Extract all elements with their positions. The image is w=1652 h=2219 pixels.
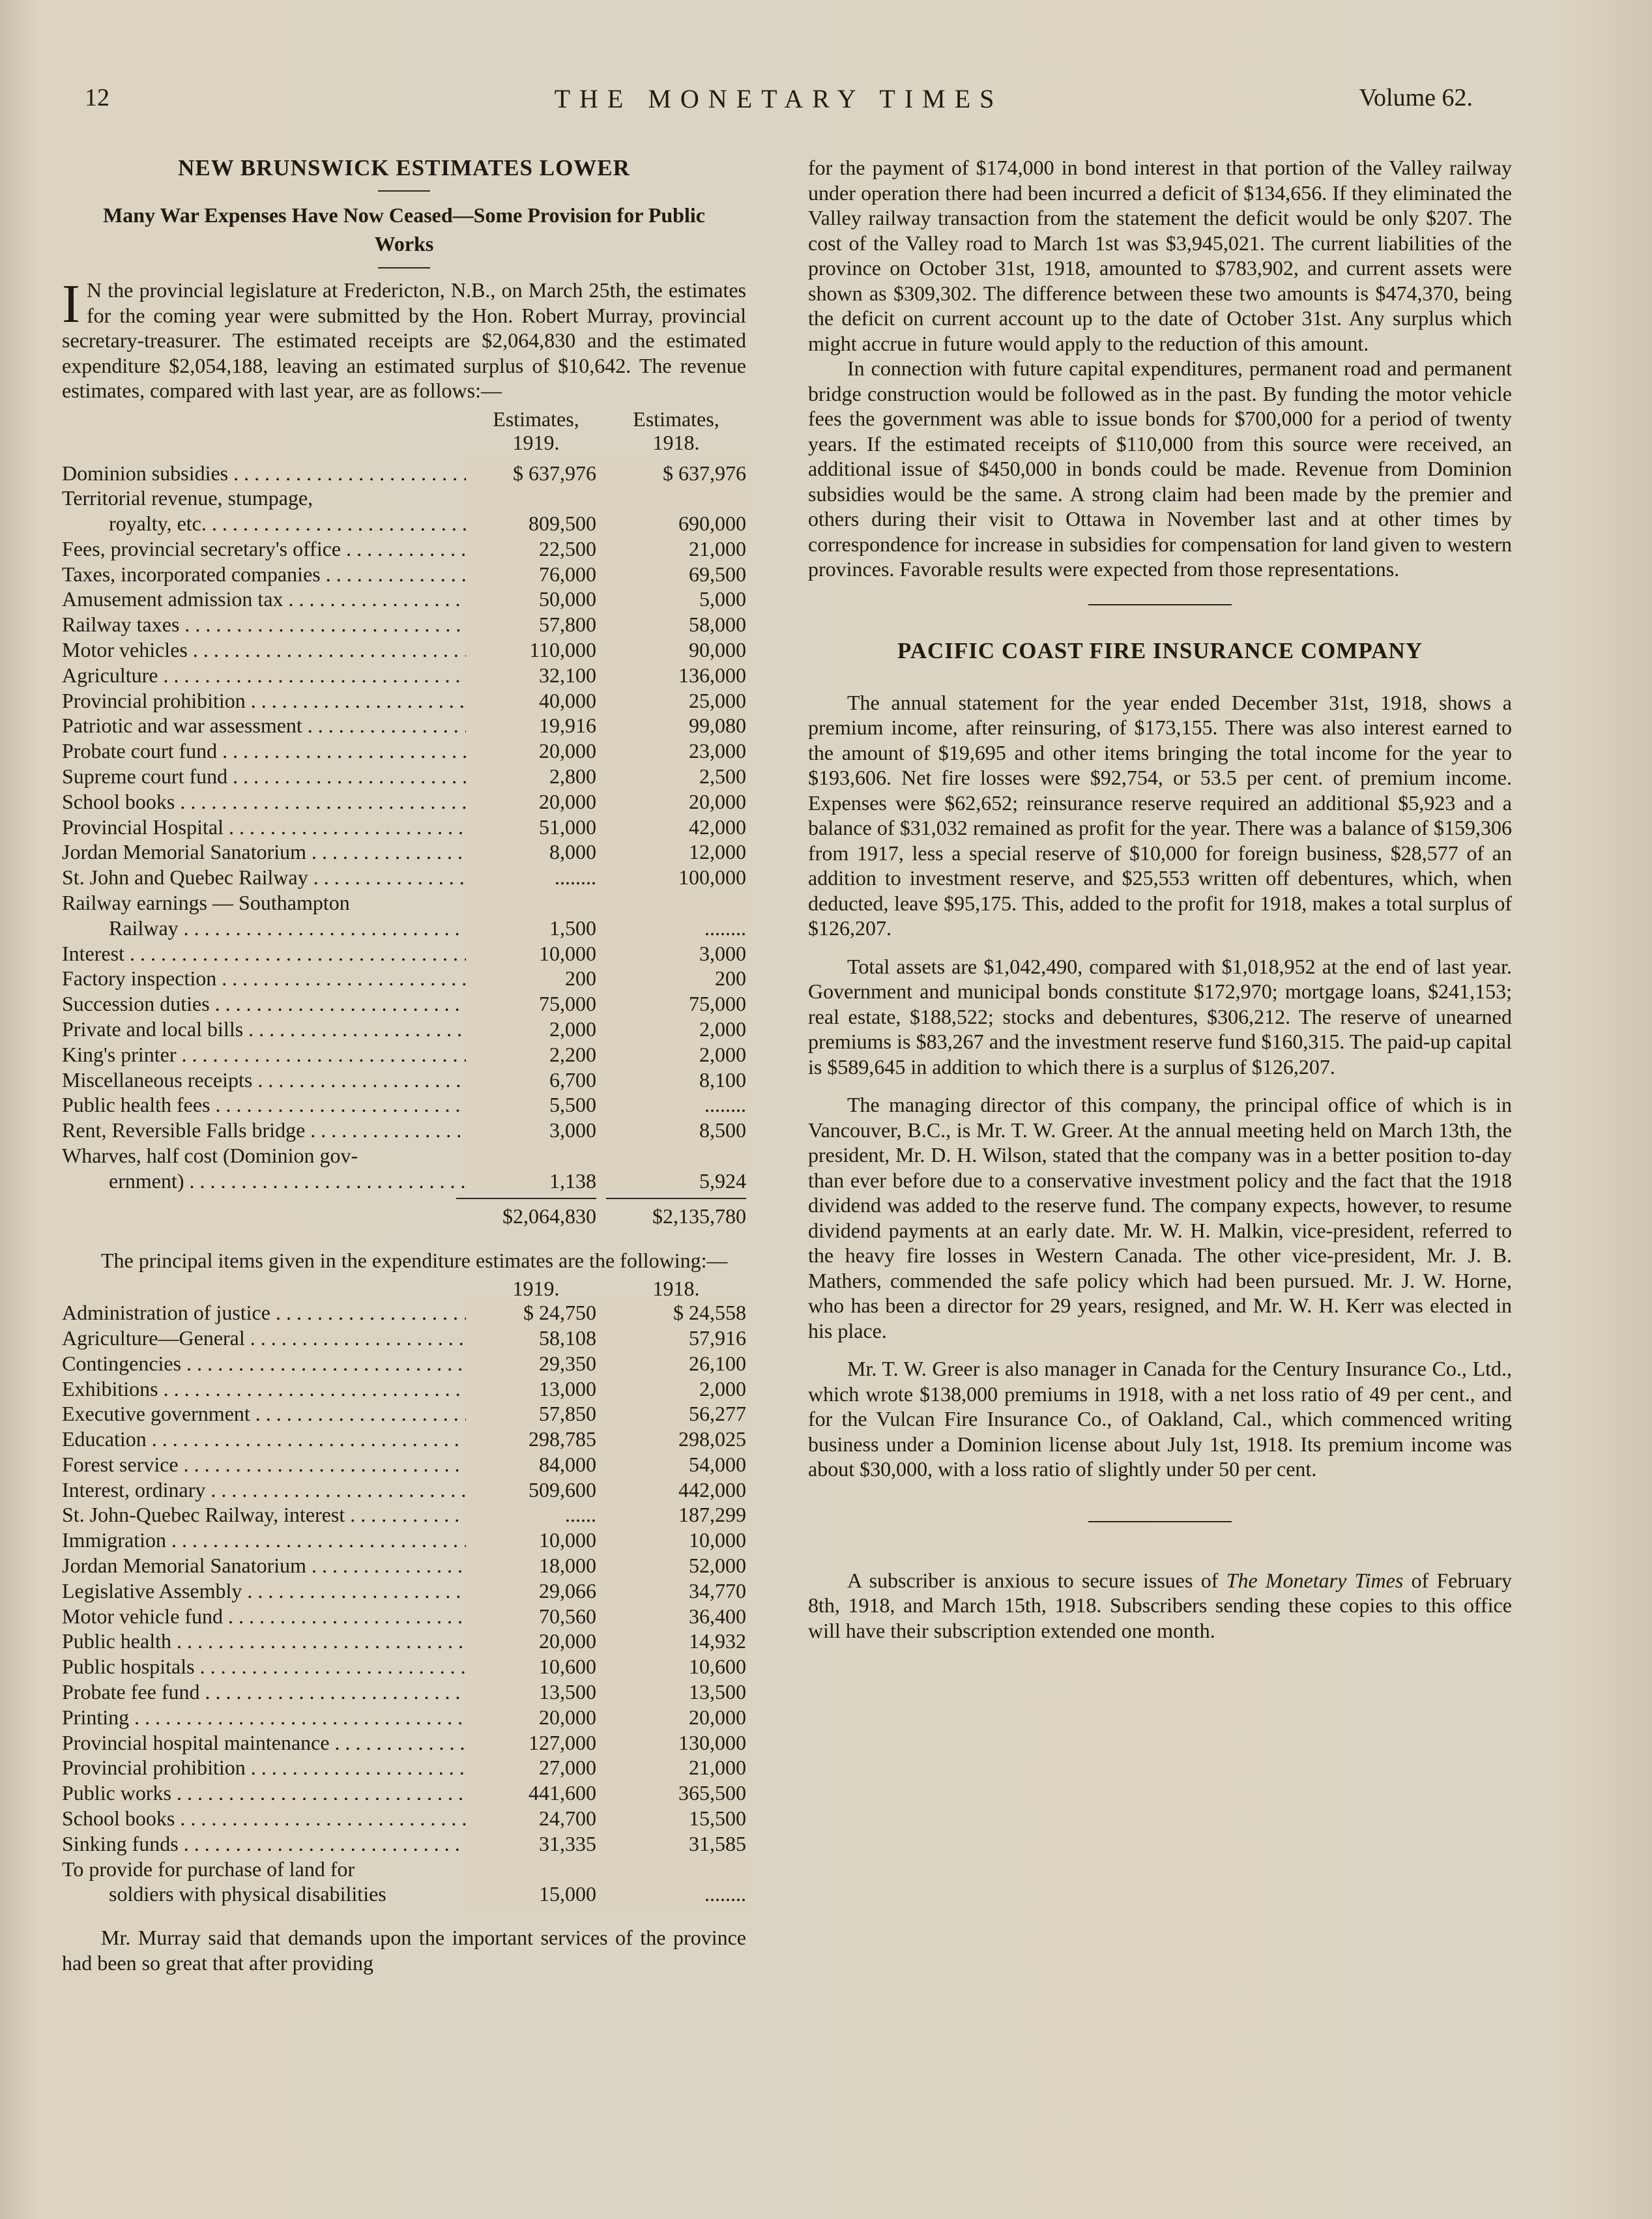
row-label: Fees, provincial secretary's office . . . — [62, 536, 466, 562]
value-1918: 2,000 — [596, 1042, 746, 1067]
table-row — [62, 738, 746, 764]
value-1918: ........ — [596, 916, 746, 941]
row-label: soldiers with physical disabilities — [109, 1882, 386, 1906]
insurance-paragraph-4: Mr. T. W. Greer is also manager in Canada for the Century Insurance Co., Ltd., which wrote $138,000 premiums in 1918, with a net loss ratio of 49 per cent., and for the Vulcan Fire Insurance Co., of Oakland, Cal., which commenced writing business under a Dominion license about July 1st, 1918. Its premium income was about $30,000, with a loss ratio of slightly under 50 per cent. — [808, 1357, 1512, 1481]
article-title: NEW BRUNSWICK ESTIMATES LOWER — [178, 155, 630, 181]
value-1918 — [596, 1143, 746, 1168]
value-1919: 2,000 — [466, 1017, 596, 1042]
value-1918: 99,080 — [596, 713, 746, 738]
value-1918: 23,000 — [596, 738, 746, 764]
value-1918: 57,916 — [596, 1326, 746, 1351]
value-1919: 5,500 — [466, 1092, 596, 1118]
value-1919: 8,000 — [466, 839, 596, 865]
value-1918: 2,500 — [596, 764, 746, 789]
value-1918: ........ — [596, 1881, 746, 1907]
value-1918: 31,585 — [596, 1831, 746, 1857]
value-1918: 200 — [596, 966, 746, 991]
subscriber-notice: A subscriber is anxious to secure issues of The Monetary Times of February 8th, 1918, and March 15th, 1918. Subscribers sending these copies to this office will have their subscription extended one month. — [808, 1568, 1513, 1642]
table-row — [62, 536, 746, 562]
value-1919: 29,066 — [466, 1578, 596, 1604]
article-subtitle: Many War Expenses Have Now Ceased—Some Provision for Public Works — [103, 203, 705, 255]
value-1918: 90,000 — [596, 637, 746, 663]
table-row — [62, 1351, 746, 1376]
value-1919: 76,000 — [466, 562, 596, 587]
row-label: School books . . . — [62, 789, 466, 815]
value-1918: 10,600 — [596, 1654, 746, 1679]
table-row — [62, 1502, 746, 1528]
row-label: Supreme court fund . . . — [62, 764, 466, 789]
table-row — [62, 1780, 746, 1806]
table-row — [62, 1017, 746, 1042]
table-row — [62, 1401, 746, 1427]
volume-label: Volume 62. — [1359, 84, 1473, 111]
row-label: Public hospitals . . . — [62, 1654, 466, 1679]
table-row — [62, 637, 746, 663]
row-label: Provincial Hospital . . . — [62, 815, 466, 840]
row-label: Contingencies . . . — [62, 1351, 466, 1376]
row-label: Probate fee fund . . . — [62, 1679, 466, 1705]
value-1919: 27,000 — [466, 1755, 596, 1780]
section-divider — [1088, 604, 1232, 605]
value-1918: 442,000 — [596, 1477, 746, 1503]
page-number: 12 — [85, 84, 109, 111]
value-1919: 84,000 — [466, 1452, 596, 1477]
value-1918: 3,000 — [596, 941, 746, 966]
value-1919: 15,000 — [466, 1881, 596, 1907]
value-1918: 25,000 — [596, 688, 746, 714]
value-1918: 187,299 — [596, 1502, 746, 1528]
row-label: Public health . . . — [62, 1629, 466, 1654]
row-label: Public health fees . . . — [62, 1092, 466, 1118]
value-1919: 58,108 — [466, 1326, 596, 1351]
left-column — [62, 155, 746, 1975]
value-1919: 20,000 — [466, 789, 596, 815]
row-label: School books . . . — [62, 1806, 466, 1831]
row-label: Interest . . . — [62, 941, 466, 966]
expenditure-table-header — [62, 1277, 746, 1300]
table-row — [62, 461, 746, 486]
row-label: Legislative Assembly . . . — [62, 1578, 466, 1604]
value-1918: 58,000 — [596, 612, 746, 637]
value-1918: 26,100 — [596, 1351, 746, 1376]
row-label: Wharves, half cost (Dominion gov- — [62, 1144, 358, 1168]
expenditure-intro: The principal items given in the expenditure estimates are the following:— — [101, 1248, 728, 1272]
row-label: Forest service . . . — [62, 1452, 466, 1477]
table-row — [62, 1629, 746, 1654]
exp-head-1918: 1918. — [652, 1277, 700, 1301]
table-row — [62, 839, 746, 865]
value-1918: 298,025 — [596, 1427, 746, 1452]
table-row — [62, 1376, 746, 1402]
row-label: ernment) . . . — [62, 1168, 466, 1194]
row-label: Immigration . . . — [62, 1528, 466, 1553]
value-1918: $ 24,558 — [596, 1300, 746, 1326]
subtitle-rule — [378, 267, 430, 268]
value-1918: 2,000 — [596, 1017, 746, 1042]
table-row — [62, 890, 746, 916]
value-1919: 10,000 — [466, 941, 596, 966]
row-label: Railway earnings — Southampton — [62, 891, 350, 915]
value-1918: 12,000 — [596, 839, 746, 865]
row-label: Motor vehicle fund . . . — [62, 1604, 466, 1629]
table-row — [62, 1042, 746, 1067]
value-1918: 5,000 — [596, 587, 746, 612]
row-label: Agriculture—General . . . — [62, 1326, 466, 1351]
exp-head-1919: 1919. — [512, 1277, 560, 1301]
value-1919: $ 24,750 — [466, 1300, 596, 1326]
row-label: Dominion subsidies . . . — [62, 461, 466, 486]
value-1919: 18,000 — [466, 1553, 596, 1578]
table-row — [62, 1300, 746, 1326]
value-1919: 20,000 — [466, 738, 596, 764]
value-1919: 509,600 — [466, 1477, 596, 1503]
table-row — [62, 1427, 746, 1452]
row-label: Exhibitions . . . — [62, 1376, 466, 1402]
table-row — [62, 916, 746, 941]
table-row — [62, 1881, 746, 1907]
table-row — [62, 1578, 746, 1604]
value-1918: ........ — [596, 1092, 746, 1118]
closing-paragraph: Mr. Murray said that demands upon the important services of the province had been so great that after providing — [62, 1926, 746, 1975]
revenue-table-header — [62, 407, 746, 454]
value-1918: 54,000 — [596, 1452, 746, 1477]
value-1919: 2,800 — [466, 764, 596, 789]
row-label: Jordan Memorial Sanatorium . . . — [62, 1553, 466, 1578]
row-label: Jordan Memorial Sanatorium . . . — [62, 839, 466, 865]
title-rule — [378, 190, 430, 192]
table-row — [62, 865, 746, 890]
value-1919: 24,700 — [466, 1806, 596, 1831]
revenue-table — [62, 461, 746, 1194]
value-1918: 21,000 — [596, 536, 746, 562]
value-1919: 57,800 — [466, 612, 596, 637]
table-row — [62, 713, 746, 738]
value-1919: 22,500 — [466, 536, 596, 562]
row-label: Rent, Reversible Falls bridge . . . — [62, 1118, 466, 1143]
row-label: Executive government . . . — [62, 1401, 466, 1427]
drop-cap: I — [62, 274, 80, 334]
table-row — [62, 1326, 746, 1351]
value-1919: 110,000 — [466, 637, 596, 663]
value-1919: ...... — [466, 1502, 596, 1528]
row-label: Private and local bills . . . — [62, 1017, 466, 1042]
value-1918: 42,000 — [596, 815, 746, 840]
table-row — [62, 1092, 746, 1118]
table-row — [62, 587, 746, 612]
table-row — [62, 511, 746, 536]
table-row — [62, 486, 746, 511]
table-row — [62, 1528, 746, 1553]
journal-title: THE MONETARY TIMES — [554, 84, 1004, 113]
row-label: Interest, ordinary . . . — [62, 1477, 466, 1503]
row-label: Territorial revenue, stumpage, — [62, 486, 313, 510]
table-row — [62, 1168, 746, 1194]
row-label: Taxes, incorporated companies . . . — [62, 562, 466, 587]
value-1918: 34,770 — [596, 1578, 746, 1604]
value-1919: 32,100 — [466, 663, 596, 688]
value-1919: 3,000 — [466, 1118, 596, 1143]
value-1919: 51,000 — [466, 815, 596, 840]
value-1919: 1,138 — [466, 1168, 596, 1194]
value-1919: 31,335 — [466, 1831, 596, 1857]
row-label: King's printer . . . — [62, 1042, 466, 1067]
value-1918: 8,100 — [596, 1067, 746, 1093]
table-row — [62, 941, 746, 966]
value-1918: 14,932 — [596, 1629, 746, 1654]
value-1918: 36,400 — [596, 1604, 746, 1629]
value-1918: 75,000 — [596, 991, 746, 1017]
value-1918: 13,500 — [596, 1679, 746, 1705]
value-1918: 20,000 — [596, 789, 746, 815]
table-row — [62, 1604, 746, 1629]
table-row — [62, 1553, 746, 1578]
row-label: Factory inspection . . . — [62, 966, 466, 991]
value-1919: 441,600 — [466, 1780, 596, 1806]
total-1918: $2,135,780 — [606, 1198, 746, 1228]
row-label: St. John and Quebec Railway . . . — [62, 865, 466, 890]
row-label: Public works . . . — [62, 1780, 466, 1806]
value-1918: 130,000 — [596, 1730, 746, 1756]
value-1918 — [596, 486, 746, 511]
table-row — [62, 764, 746, 789]
table-row — [62, 1705, 746, 1730]
row-label: Patriotic and war assessment . . . — [62, 713, 466, 738]
row-label: Probate court fund . . . — [62, 738, 466, 764]
value-1919: 809,500 — [466, 511, 596, 536]
value-1919: 13,500 — [466, 1679, 596, 1705]
value-1918: 690,000 — [596, 511, 746, 536]
continued-paragraph: for the payment of $174,000 in bond interest in that portion of the Valley railway under operation there had been incurred a deficit of $134,656. If they eliminated the Valley railway transaction from the statement the deficit would be only $207. The cost of the Valley road to March 1st was $3,945,021. The current liabilities of the province on October 31st, 1918, amounted to $783,902, and current assets were shown as $309,302. The difference between these two amounts is $474,370, being the deficit on current account up to the date of October 31st. Any surplus which might accrue in future would apply to the reduction of this amount. — [808, 156, 1512, 355]
value-1919: 40,000 — [466, 688, 596, 714]
value-1918: 20,000 — [596, 1705, 746, 1730]
value-1919: 13,000 — [466, 1376, 596, 1402]
capital-expenditure-paragraph: In connection with future capital expenditures, permanent road and permanent bridge construction would be followed as in the past. By funding the motor vehicle fees the government was able to issue bonds for $700,000 for a period of twenty years. If the estimated receipts of $110,000 from this source were received, an additional issue of $450,000 in bonds could be made. Revenue from Dominion subsidies would be the same. A strong claim had been made by the premier and others during their visit to Ottawa in November last and at other times by correspondence for increase in subsidies for compensation for land given to western provinces. Favorable results were expected from those representations. — [808, 356, 1512, 581]
value-1919 — [466, 890, 596, 916]
table-row — [62, 1755, 746, 1780]
row-label: Motor vehicles . . . — [62, 637, 466, 663]
value-1919: 57,850 — [466, 1401, 596, 1427]
value-1919: ........ — [466, 865, 596, 890]
row-label: Railway . . . — [62, 916, 466, 941]
table-row — [62, 1857, 746, 1882]
article-title-2: PACIFIC COAST FIRE INSURANCE COMPANY — [897, 637, 1423, 663]
total-1919: $2,064,830 — [456, 1198, 596, 1228]
table-row — [62, 966, 746, 991]
value-1918: 56,277 — [596, 1401, 746, 1427]
value-1918: 10,000 — [596, 1528, 746, 1553]
table-row — [62, 1452, 746, 1477]
revenue-totals — [62, 1198, 746, 1228]
value-1918: 21,000 — [596, 1755, 746, 1780]
table-row — [62, 562, 746, 587]
table-row — [62, 789, 746, 815]
value-1919: $ 637,976 — [466, 461, 596, 486]
table-row — [62, 815, 746, 840]
value-1918 — [596, 890, 746, 916]
value-1919: 19,916 — [466, 713, 596, 738]
table-row — [62, 1118, 746, 1143]
row-label: Provincial hospital maintenance . . . — [62, 1730, 466, 1756]
value-1919 — [466, 1143, 596, 1168]
journal-name-italic: The Monetary Times — [1226, 1568, 1404, 1592]
value-1919 — [466, 1857, 596, 1882]
row-label: Sinking funds . . . — [62, 1831, 466, 1857]
page-header — [85, 83, 1473, 123]
value-1919: 200 — [466, 966, 596, 991]
value-1919: 6,700 — [466, 1067, 596, 1093]
row-label: Amusement admission tax . . . — [62, 587, 466, 612]
value-1918: $ 637,976 — [596, 461, 746, 486]
table-row — [62, 612, 746, 637]
value-1919: 127,000 — [466, 1730, 596, 1756]
value-1919: 50,000 — [466, 587, 596, 612]
value-1919: 75,000 — [466, 991, 596, 1017]
value-1918: 5,924 — [596, 1168, 746, 1194]
table-row — [62, 1806, 746, 1831]
row-label: To provide for purchase of land for — [62, 1857, 355, 1881]
intro-paragraph — [62, 274, 746, 403]
value-1919 — [466, 486, 596, 511]
value-1918: 15,500 — [596, 1806, 746, 1831]
value-1919: 20,000 — [466, 1629, 596, 1654]
table-row — [62, 1730, 746, 1756]
value-1918: 69,500 — [596, 562, 746, 587]
value-1919: 20,000 — [466, 1705, 596, 1730]
insurance-paragraph-1: The annual statement for the year ended December 31st, 1918, shows a premium income, after reinsuring, of $173,155. There was also interest earned to the amount of $19,695 and other items bringing the total income for the year to $193,606. Net fire losses were $92,754, or 53.5 per cent. of premium income. Expenses were $62,652; reinsurance reserve required an additional $5,923 and a balance of $31,032 remained as profit for the year. There was a balance of $159,306 from 1917, less a special reserve of $10,000 for foreign business, $28,577 of an addition to investment reserve, and $25,553 written off debentures, which, when deducted, leave $95,175. This, added to the profit for 1918, makes a total surplus of $126,207. — [808, 690, 1512, 940]
row-label: Education . . . — [62, 1427, 466, 1452]
table-row — [62, 1654, 746, 1679]
row-label: Succession duties . . . — [62, 991, 466, 1017]
row-label: St. John-Quebec Railway, interest . . . — [62, 1502, 466, 1528]
value-1918 — [596, 1857, 746, 1882]
value-1919: 29,350 — [466, 1351, 596, 1376]
value-1919: 70,560 — [466, 1604, 596, 1629]
right-column — [808, 155, 1512, 1643]
section-divider-2 — [1088, 1521, 1232, 1522]
value-1919: 298,785 — [466, 1427, 596, 1452]
value-1919: 2,200 — [466, 1042, 596, 1067]
insurance-paragraph-3: The managing director of this company, the principal office of which is in Vancouver, B.C., is Mr. T. W. Greer. At the annual meeting held on March 13th, the president, Mr. D. H. Wilson, stated that the company was in a better position to-day than ever before due to a conservative investment policy and the fact that the 1918 dividend was added to the reserve fund. The company expects, however, to resume dividend payments at an early date. Mr. W. H. Malkin, vice-president, referred to the heavy fire losses in Western Canada. The other vice-president, Mr. J. B. Mathers, commended the safe policy which had been pursued. Mr. J. W. Horne, who has been a director for 29 years, resigned, and Mr. W. H. Kerr was elected in his place. — [808, 1093, 1512, 1342]
table-row — [62, 663, 746, 688]
table-row — [62, 991, 746, 1017]
value-1918: 365,500 — [596, 1780, 746, 1806]
row-label: Printing . . . — [62, 1705, 466, 1730]
value-1918: 100,000 — [596, 865, 746, 890]
row-label: Agriculture . . . — [62, 663, 466, 688]
row-label: Provincial prohibition . . . — [62, 688, 466, 714]
value-1919: 10,000 — [466, 1528, 596, 1553]
row-label: Railway taxes . . . — [62, 612, 466, 637]
table-row — [62, 1831, 746, 1857]
value-1918: 136,000 — [596, 663, 746, 688]
table-row — [62, 1477, 746, 1503]
table-row — [62, 1067, 746, 1093]
value-1918: 2,000 — [596, 1376, 746, 1402]
insurance-paragraph-2: Total assets are $1,042,490, compared with $1,018,952 at the end of last year. Government and municipal bonds constitute $172,970; mortgage loans, $241,153; real estate, $188,522; stocks and debentures, $306,212. The reserve of unearned premiums is $83,267 and the investment reserve fund $160,315. The paid-up capital is $589,645 in addition to which there is a surplus of $126,207. — [808, 954, 1512, 1079]
intro-text: N the provincial legislature at Fredericton, N.B., on March 25th, the estimates for the coming year were submitted by the Hon. Robert Murray, provincial secretary-treasurer. The estimated receipts are $2,064,830 and the estimated expenditure $2,054,188, leaving an estimated surplus of $10,642. The revenue estimates, compared with last year, are as follows:— — [62, 278, 746, 402]
col-head-1919: Estimates, 1919. — [493, 407, 579, 454]
table-row — [62, 1143, 746, 1168]
table-row — [62, 1679, 746, 1705]
row-label: Provincial prohibition . . . — [62, 1755, 466, 1780]
row-label: Miscellaneous receipts . . . — [62, 1067, 466, 1093]
value-1918: 8,500 — [596, 1118, 746, 1143]
row-label: Administration of justice . . . — [62, 1300, 466, 1326]
value-1919: 1,500 — [466, 916, 596, 941]
value-1919: 10,600 — [466, 1654, 596, 1679]
table-row — [62, 688, 746, 714]
value-1918: 52,000 — [596, 1553, 746, 1578]
col-head-1918: Estimates, 1918. — [633, 407, 719, 454]
row-label: royalty, etc. . . . — [62, 511, 466, 536]
expenditure-table — [62, 1300, 746, 1907]
